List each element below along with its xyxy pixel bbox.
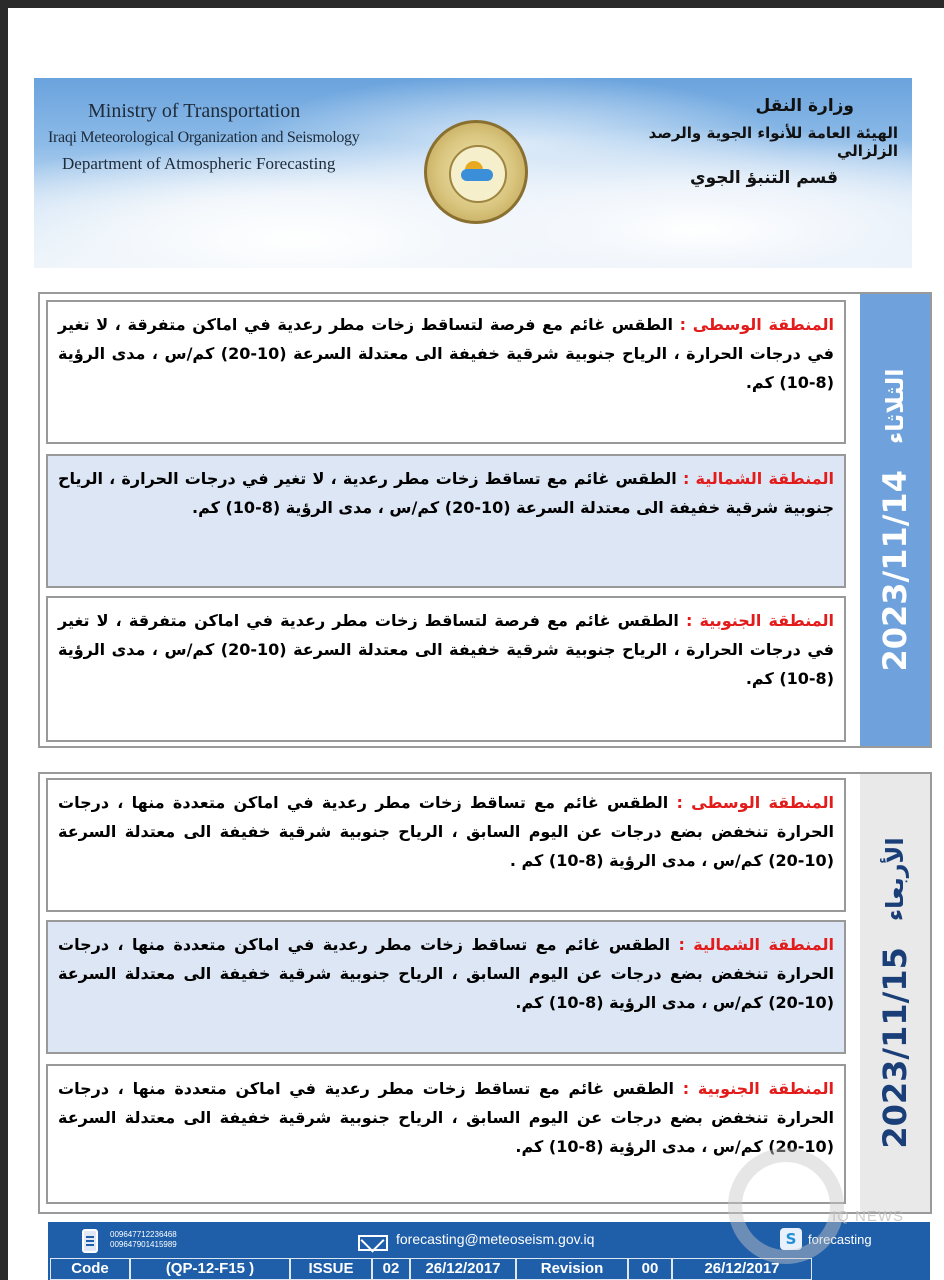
issue-number: 02 [372, 1258, 410, 1280]
region-text: الطقس غائم مع فرصة لتساقط زخات مطر رعدية في اماكن متفرقة ، لا تغير في درجات الحرارة ، الرياح جنوبية شرقية خفيفة الى معتدلة السرعة (10-20) كم/س ، مدى الرؤية (8-10) كم. [58, 315, 835, 392]
organization-en: Iraqi Meteorological Organization and Seismology [48, 129, 360, 146]
region-name: المنطقة الشمالية : [682, 469, 835, 488]
header-banner [34, 78, 912, 268]
code-value: (QP-12-F15 ) [130, 1258, 290, 1280]
region-forecast-central [46, 778, 846, 912]
phone-number: 009647901415989 [110, 1240, 177, 1249]
phone-number: 009647712236468 [110, 1230, 177, 1239]
phone-icon [82, 1229, 98, 1253]
revision-label: Revision [516, 1258, 628, 1280]
day-section-1 [38, 292, 932, 748]
day-side-label [860, 294, 930, 746]
revision-number: 00 [628, 1258, 672, 1280]
day-side-label [860, 774, 930, 1212]
region-forecast-north [46, 454, 846, 588]
day-date: 2023/11/14 [876, 470, 914, 672]
region-forecast-north [46, 920, 846, 1054]
region-forecast-south [46, 596, 846, 742]
skype-icon: S [780, 1228, 802, 1250]
ministry-ar: وزارة النقل [755, 96, 854, 116]
day-name: الأربعاء [881, 837, 909, 922]
watermark-logo [728, 1148, 844, 1264]
region-name: المنطقة الجنوبية : [682, 1079, 835, 1098]
issue-label: ISSUE [290, 1258, 372, 1280]
logo-cloud-icon [461, 169, 493, 181]
region-text: الطقس غائم مع تساقط زخات مطر رعدية في اماكن متعددة منها ، درجات الحرارة تنخفض بضع درجات عن اليوم السابق ، الرياح جنوبية شرقية خفيفة الى معتدلة السرعة (10-20) كم/س ، مدى الرؤية (8-10) كم. [58, 935, 834, 1012]
region-forecast-central [46, 300, 846, 444]
email-address[interactable]: forecasting@meteoseism.gov.iq [396, 1231, 595, 1247]
region-forecast-south [46, 1064, 846, 1204]
region-name: المنطقة الوسطى : [676, 793, 835, 812]
region-text: الطقس غائم مع تساقط زخات مطر رعدية في اماكن متعددة منها ، درجات الحرارة تنخفض بضع درجات عن اليوم السابق ، الرياح جنوبية شرقية خفيفة الى معتدلة السرعة (10-20) كم/س ، مدى الرؤية (8-10) كم . [58, 793, 834, 870]
issue-date: 26/12/2017 [410, 1258, 516, 1280]
department-en: Department of Atmospheric Forecasting [62, 154, 336, 173]
ministry-en: Ministry of Transportation [88, 100, 301, 122]
watermark-text: IQ NEWS [832, 1208, 905, 1225]
logo-emblem [449, 145, 507, 203]
day-date: 2023/11/15 [876, 947, 914, 1149]
skype-handle: forecasting [808, 1232, 872, 1247]
header-arabic [598, 96, 898, 188]
region-name: المنطقة الشمالية : [678, 935, 835, 954]
header-english [48, 100, 360, 174]
region-text: الطقس غائم مع تساقط زخات مطر رعدية في اماكن متعددة منها ، درجات الحرارة تنخفض بضع درجات عن اليوم السابق ، الرياح جنوبية شرقية خفيفة الى معتدلة السرعة (10-20) كم/س ، مدى الرؤية (8-10) كم. [58, 1079, 834, 1156]
revision-date: 26/12/2017 [672, 1258, 812, 1280]
organization-ar: الهيئة العامة للأنواء الجوية والرصد الزلزالي [648, 124, 898, 160]
region-text: الطقس غائم مع فرصة لتساقط زخات مطر رعدية في اماكن متفرقة ، لا تغير في درجات الحرارة ، الرياح جنوبية شرقية خفيفة الى معتدلة السرعة (10-20) كم/س ، مدى الرؤية (8-10) كم. [58, 611, 835, 688]
region-name: المنطقة الجنوبية : [685, 611, 835, 630]
region-name: المنطقة الوسطى : [679, 315, 834, 334]
organization-logo [424, 120, 528, 224]
phone-numbers [110, 1230, 177, 1250]
region-text: الطقس غائم مع تساقط زخات مطر رعدية ، لا تغير في درجات الحرارة ، الرياح جنوبية شرقية خفيفة الى معتدلة السرعة (10-20) كم/س ، مدى الرؤية (8-10) كم. [58, 469, 834, 517]
day-name: الثلاثاء [881, 368, 909, 445]
mail-icon [358, 1235, 388, 1251]
day-section-2 [38, 772, 932, 1214]
code-label: Code [50, 1258, 130, 1280]
department-ar: قسم التنبؤ الجوي [690, 168, 838, 188]
